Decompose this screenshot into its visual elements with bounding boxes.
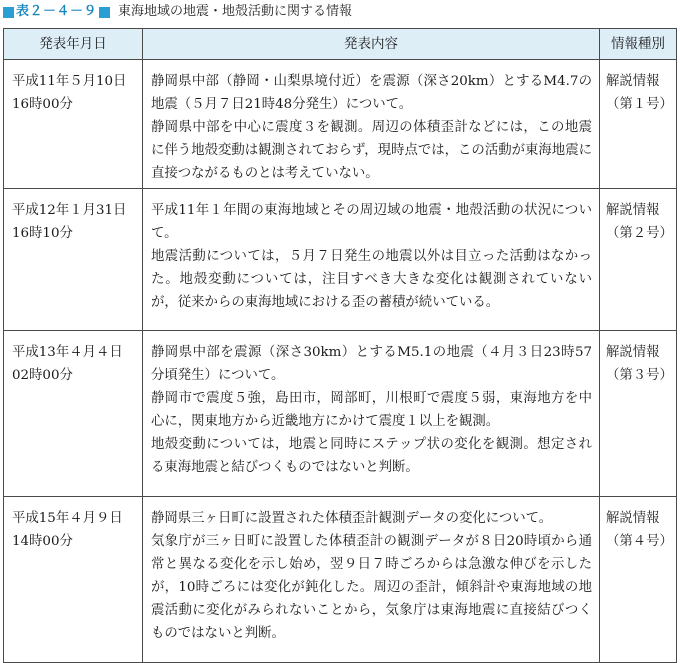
table-header-row	[4, 29, 677, 60]
time: 16時10分	[12, 226, 73, 241]
table-row	[4, 189, 677, 331]
date: 平成13年４月４日	[12, 345, 123, 360]
content-paragraph: 静岡県中部（静岡・山梨県境付近）を震源（深さ20km）とするM4.7の地震（５月７日21時48分発生）について。	[151, 74, 592, 112]
table-row	[4, 331, 677, 497]
table-row	[4, 497, 677, 663]
content-cell	[143, 60, 600, 189]
content-paragraph: 平成11年１年間の東海地域とその周辺域の地震・地殻活動の状況について。	[151, 203, 592, 241]
kind-number: （第３号）	[606, 368, 673, 383]
table-title: 東海地域の地震・地殻活動に関する情報	[118, 4, 353, 19]
header-content: 発表内容	[143, 29, 600, 60]
content-paragraph: 地震活動については，５月７日発生の地震以外は目立った活動はなかった。地殻変動については，注目すべき大きな変化は観測されていないが，従来からの東海地域における歪の蓄積が続いている。	[151, 249, 592, 310]
time: 14時00分	[12, 534, 73, 549]
kind: 解説情報	[606, 345, 660, 360]
kind-cell	[600, 331, 677, 497]
content-cell	[143, 497, 600, 663]
kind-cell	[600, 189, 677, 331]
kind-cell	[600, 60, 677, 189]
content-paragraph: 静岡県中部を中心に震度３を観測。周辺の体積歪計などには，この地震に伴う地殻変動は観測されておらず，現時点では，この活動が東海地震に直接つながるものとは考えていない。	[151, 120, 592, 181]
kind: 解説情報	[606, 74, 660, 89]
content-cell	[143, 331, 600, 497]
kind-cell	[600, 497, 677, 663]
date: 平成12年１月31日	[12, 203, 127, 218]
content-paragraph: 静岡市で震度５強，島田市，岡部町，川根町で震度５弱，東海地方を中心に，関東地方から近畿地方にかけて震度１以上を観測。	[151, 391, 592, 429]
kind-number: （第１号）	[606, 97, 673, 112]
content-paragraph: 静岡県三ヶ日町に設置された体積歪計観測データの変化について。	[151, 511, 553, 526]
date-cell	[4, 189, 143, 331]
date-cell	[4, 60, 143, 189]
header-kind: 情報種別	[600, 29, 677, 60]
header-date: 発表年月日	[4, 29, 143, 60]
date: 平成11年５月10日	[12, 74, 127, 89]
caption-square-icon	[3, 7, 14, 18]
date: 平成15年４月９日	[12, 511, 123, 526]
kind-number: （第２号）	[606, 226, 673, 241]
table-row	[4, 60, 677, 189]
table-caption	[3, 2, 352, 22]
content-paragraph: 地殻変動については，地震と同時にステップ状の変化を観測。想定される東海地震と結びつくものではないと判断。	[151, 437, 592, 475]
time: 02時00分	[12, 368, 73, 383]
kind: 解説情報	[606, 203, 660, 218]
content-paragraph: 静岡県中部を震源（深さ30km）とするM5.1の地震（４月３日23時57分頃発生）について。	[151, 345, 592, 383]
info-table	[3, 28, 677, 663]
kind: 解説情報	[606, 511, 660, 526]
caption-square-icon	[99, 7, 110, 18]
kind-number: （第４号）	[606, 534, 673, 549]
date-cell	[4, 331, 143, 497]
date-cell	[4, 497, 143, 663]
content-cell	[143, 189, 600, 331]
content-paragraph: 気象庁が三ヶ日町に設置した体積歪計の観測データが８日20時頃から通常と異なる変化を示し始め，翌９日７時ごろからは急激な伸びを示したが，10時ごろには変化が鈍化した。周辺の歪計，傾斜計や東海地域の地震活動に変化がみられないことから，気象庁は東海地震に直接結びつくものではないと判断。	[151, 534, 592, 641]
time: 16時00分	[12, 97, 73, 112]
table-number: 表２－４－９	[16, 4, 98, 19]
